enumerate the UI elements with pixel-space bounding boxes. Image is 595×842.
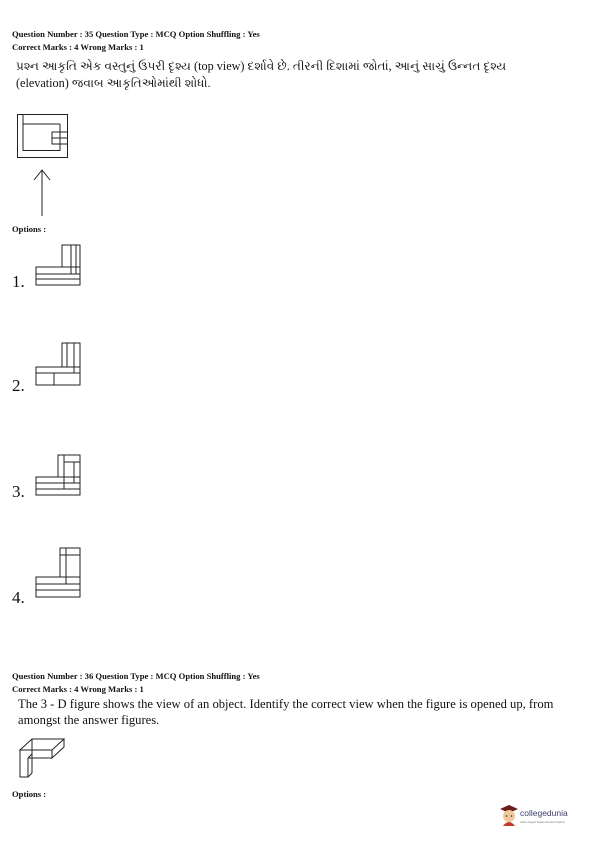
q36-meta-line2: Correct Marks : 4 Wrong Marks : 1 [12, 684, 144, 694]
q35-options-label: Options : [12, 224, 47, 234]
q35-meta-line1: Question Number : 35 Question Type : MCQ Option Shuffling : Yes [12, 29, 260, 39]
q36-options-label: Options : [12, 789, 47, 799]
q35-top-view-figure [15, 112, 75, 218]
q36-meta-line1: Question Number : 36 Question Type : MCQ Option Shuffling : Yes [12, 671, 260, 681]
option-3-number[interactable]: 3. [12, 482, 25, 501]
object-top-face [20, 739, 64, 750]
option-1-number[interactable]: 1. [12, 272, 25, 291]
q35-question-text: પ્રશ્ન આકૃતિ એક વસ્તુનું ઉપરી દૃશ્ય (top view) દર્શાવે છે. તીરની દિશામાં જોતાં, આનું સાચું ઉન્નત દૃશ્ય (elevation) જવાબ આકૃતિઓમાંથી શોધો. [16, 59, 507, 90]
graduate-mascot-icon [498, 803, 520, 827]
option-3-figure[interactable] [34, 452, 84, 498]
option-2-number[interactable]: 2. [12, 376, 25, 395]
brand-name: collegedunia [520, 808, 568, 818]
option-4-number[interactable]: 4. [12, 588, 25, 607]
collegedunia-watermark [498, 803, 594, 829]
q36-question-text: The 3 - D figure shows the view of an object. Identify the correct view when the figure is opened up, from amongst the answer figures. [18, 697, 554, 727]
option-1-figure[interactable] [34, 243, 84, 288]
brand-tagline: India's largest Student Review Platform [520, 821, 566, 824]
q35-meta-line2: Correct Marks : 4 Wrong Marks : 1 [12, 42, 144, 52]
option-2-figure[interactable] [34, 340, 84, 388]
option-4-figure[interactable] [34, 545, 84, 601]
q36-3d-object-figure [17, 736, 69, 780]
